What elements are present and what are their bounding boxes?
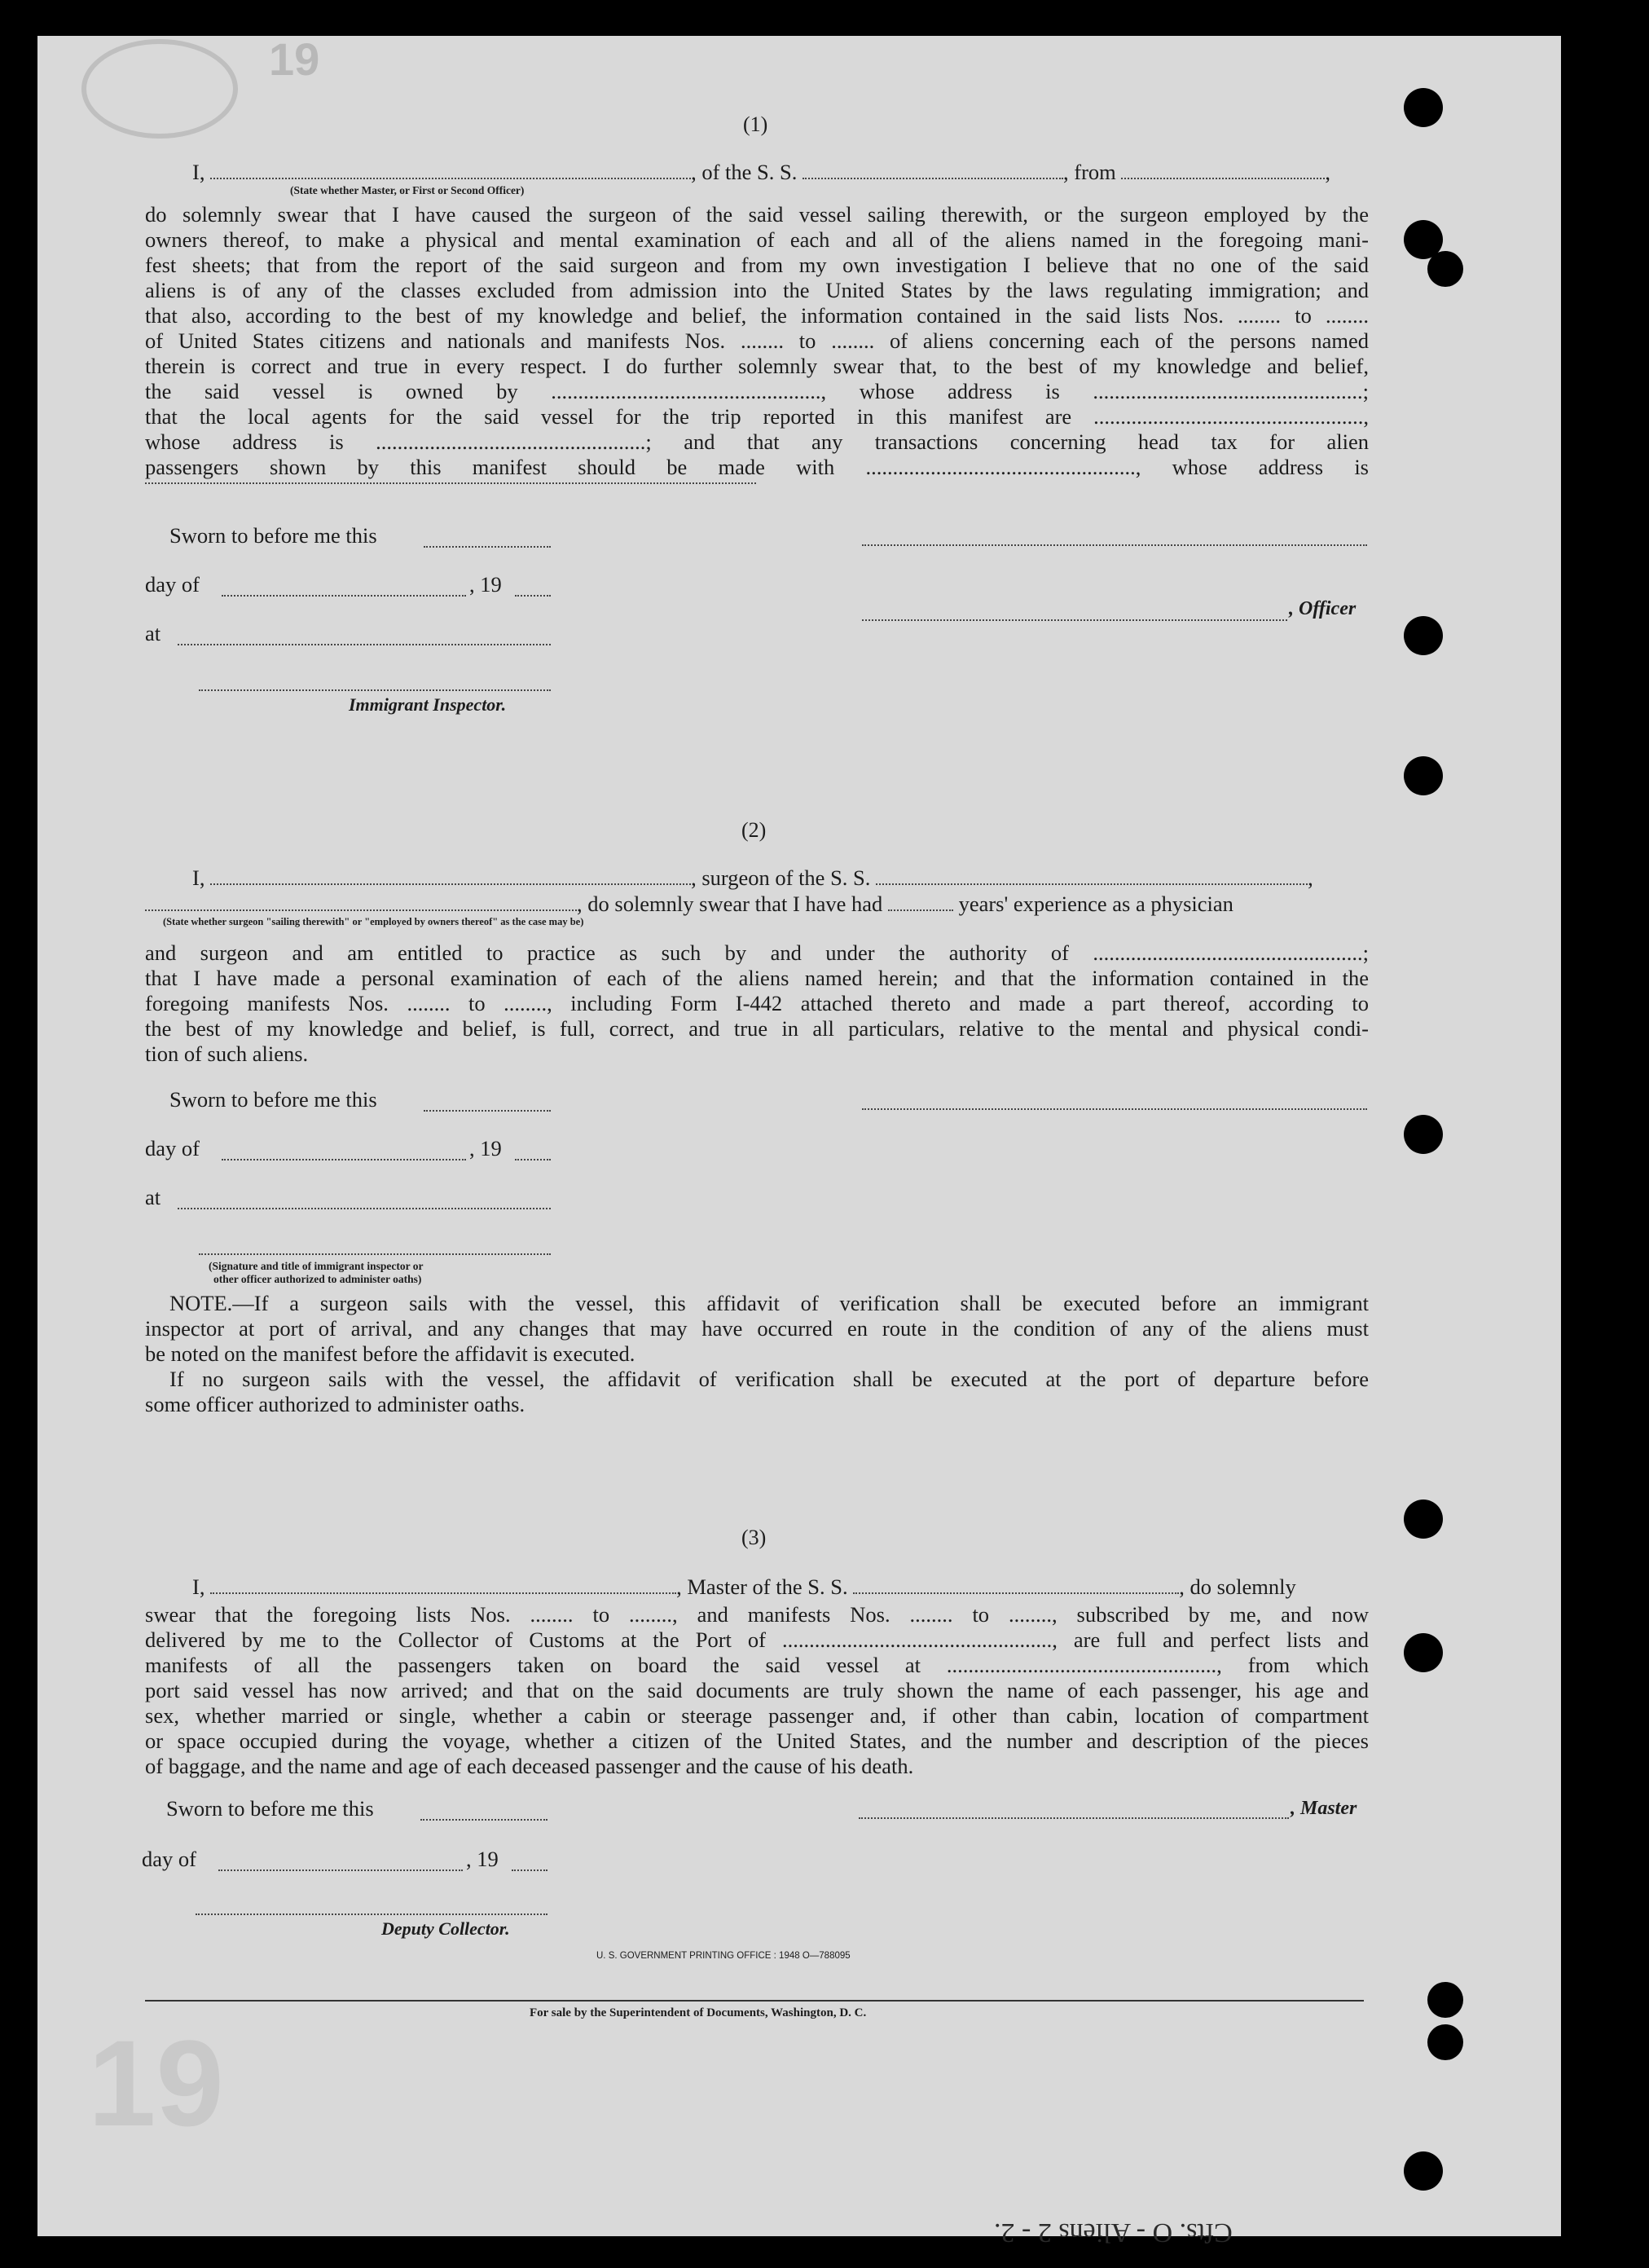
day-of-field [222,1141,466,1160]
punch-hole [1404,2151,1443,2191]
footer-rule [145,2000,1364,2002]
sworn-date-field [424,1092,551,1112]
year-label: , 19 [466,1847,499,1871]
year-label: , 19 [469,572,502,597]
page-number-stamp: 19 [88,2015,224,2151]
at-label: at [145,1185,161,1209]
inspector-signature-line [199,689,551,691]
swear-label: , do solemnly swear that I have had [577,892,883,916]
punch-hole [1427,251,1463,287]
officer-label: , Officer [1289,598,1357,619]
section-1-heading: (1) [743,112,768,136]
officer-signature-line [862,544,1367,546]
experience-label: years' experience as a physician [958,892,1233,916]
year-label: , 19 [469,1136,502,1160]
signature-caption-1: (Signature and title of immigrant inspector or [209,1260,424,1272]
at-label: at [145,621,161,645]
i-label: I, [192,1574,205,1599]
oath-line: or space occupied during the voyage, whether a citizen of the United States, and the number and description of the pieces [145,1729,1369,1753]
punch-hole [1404,756,1443,795]
oath-line: that I have made a personal examination of each of the aliens named herein; and that the information contained in the [145,966,1369,990]
section-1-first-line [192,160,1330,185]
day-of-label: day of [142,1847,196,1871]
note-line: be noted on the manifest before the affidavit is executed. [145,1341,635,1366]
address-blank-line [145,482,756,484]
punch-hole [1404,1500,1443,1539]
oath-line: the said vessel is owned by .................................................., whose address is ..................................................; [145,379,1369,403]
from-label: , from [1063,160,1116,184]
oath-line: port said vessel has now arrived; and that on the said documents are truly shown the name of each passenger, his age and [145,1678,1369,1702]
note-line: NOTE.—If a surgeon sails with the vessel, this affidavit of verification shall be executed before an immigrant [169,1291,1369,1315]
sworn-date-field [424,528,551,548]
page-stamp-top [81,39,238,139]
oath-line: the best of my knowledge and belief, is full, correct, and true in all particulars, relative to the mental and physical condi- [145,1016,1369,1041]
surgeon-caption: (State whether surgeon "sailing therewith" or "employed by owners thereof" as the case may be) [163,916,584,927]
oath-line: swear that the foregoing lists Nos. ........ to ........, and manifests Nos. ........ to ........, subscribed by me, and now [145,1602,1369,1627]
day-of-label: day of [145,572,200,597]
surgeon-status-field [145,892,577,911]
inspector-signature-line [199,1253,551,1255]
oath-line: manifests of all the passengers taken on board the said vessel at .................................................., from which [145,1653,1369,1677]
oath-line: delivered by me to the Collector of Customs at the Port of .................................................., are full and perfect lists and [145,1627,1369,1652]
punch-hole [1404,616,1443,655]
oath-line: tion of such aliens. [145,1042,309,1066]
oath-line: foregoing manifests Nos. ........ to ........, including Form I-442 attached thereto and made a part thereof, according to [145,991,1369,1015]
day-of-field [218,1852,463,1871]
oath-line: therein is correct and true in every respect. I do further solemnly swear that, to the best of my knowledge and belief, [145,354,1369,378]
oath-line: of United States citizens and nationals and manifests Nos. ........ to ........ of aliens concerning each of the persons named [145,328,1369,353]
oath-line: passengers shown by this manifest should be made with .................................................., whose address is [145,455,1369,479]
oath-line: sex, whether married or single, whether a cabin or steerage passenger and, if other than cabin, location of compartment [145,1703,1369,1728]
from-port-field [1121,160,1325,179]
i-label: I, [192,865,205,890]
master-signature-line [859,1817,1289,1819]
year-field [512,1852,547,1871]
oath-line: fest sheets; that from the report of the said surgeon and from my own investigation I believe that no one of the said [145,253,1369,277]
section-2-oath-text [145,940,1369,1067]
sworn-label: Sworn to before me this [169,1087,377,1112]
for-sale-line: For sale by the Superintendent of Documents, Washington, D. C. [530,2006,867,2019]
punch-hole [1404,1633,1443,1672]
section-3-first-line [192,1574,1296,1600]
year-field [515,577,551,597]
section-2-heading: (2) [741,818,767,842]
oath-line: and surgeon and am entitled to practice as such by and under the authority of ..................................................; [145,940,1369,965]
officer-caption: (State whether Master, or First or Second Officer) [290,184,525,196]
printing-office-line: U. S. GOVERNMENT PRINTING OFFICE : 1948 O—788095 [596,1951,851,1961]
note-line: inspector at port of arrival, and any changes that may have occurred en route in the condition of any of the aliens must [145,1316,1369,1341]
oath-line: aliens is of any of the classes excluded from admission into the United States by the laws regulating immigration; and [145,278,1369,302]
oath-line: whose address is ..................................................; and that any transactions concerning head tax for alien [145,429,1369,454]
sworn-label: Sworn to before me this [166,1796,374,1821]
punch-hole [1427,2024,1463,2060]
officer-name-field [210,160,691,179]
master-of-label: , Master of the S. S. [676,1574,848,1599]
at-field [178,626,551,645]
surgeon-signature-line [862,1108,1367,1110]
section-1-oath-text [145,202,1369,480]
signature-caption-2: other officer authorized to administer oaths) [213,1273,422,1285]
section-3-heading: (3) [741,1526,767,1549]
year-field [515,1141,551,1160]
surgeon-name-field [210,865,691,885]
inspector-label: Immigrant Inspector. [349,694,507,715]
collector-signature-line [196,1913,547,1915]
section-3-oath-text [145,1602,1369,1779]
of-ss-label: , of the S. S. [691,160,798,184]
punch-hole [1427,1982,1463,2018]
bottom-handwritten-note: Cfts. O - Aliens 2 - 2. [994,2217,1233,2248]
oath-line: that also, according to the best of my knowledge and belief, the information contained in the said lists Nos. ........ to ........ [145,303,1369,328]
day-of-field [222,577,466,597]
oath-line: do solemnly swear that I have caused the surgeon of the said vessel sailing therewith, or the surgeon employed by the [145,202,1369,227]
oath-line: that the local agents for the said vessel for the trip reported in this manifest are .................................................., [145,404,1369,429]
deputy-collector-label: Deputy Collector. [381,1918,510,1939]
at-field [178,1190,551,1209]
comma: , [1325,160,1331,184]
top-number-stamp: 19 [269,33,320,85]
day-of-label: day of [145,1136,200,1160]
sworn-date-field [420,1801,547,1821]
vessel-name-field [853,1574,1179,1594]
i-label: I, [192,160,205,184]
vessel-name-field [876,865,1308,885]
solemnly-label: , do solemnly [1179,1574,1296,1599]
punch-hole [1404,1115,1443,1154]
master-name-field [210,1574,676,1594]
oath-line: owners thereof, to make a physical and mental examination of each and all of the aliens named in the foregoing mani- [145,227,1369,252]
comma: , [1308,865,1313,890]
years-field [888,892,953,911]
punch-hole [1404,88,1443,127]
note-line: If no surgeon sails with the vessel, the affidavit of verification shall be executed at the port of departure before [169,1367,1369,1391]
officer-title-line [862,619,1287,621]
oath-line: of baggage, and the name and age of each deceased passenger and the cause of his death. [145,1754,914,1778]
sworn-label: Sworn to before me this [169,523,377,548]
surgeon-of-label: , surgeon of the S. S. [691,865,871,890]
vessel-name-field [803,160,1063,179]
note-text [145,1291,1369,1417]
master-label: , Master [1291,1798,1357,1819]
section-2-second-line [145,892,1233,917]
section-2-first-line [192,865,1313,891]
note-line: some officer authorized to administer oaths. [145,1392,525,1416]
